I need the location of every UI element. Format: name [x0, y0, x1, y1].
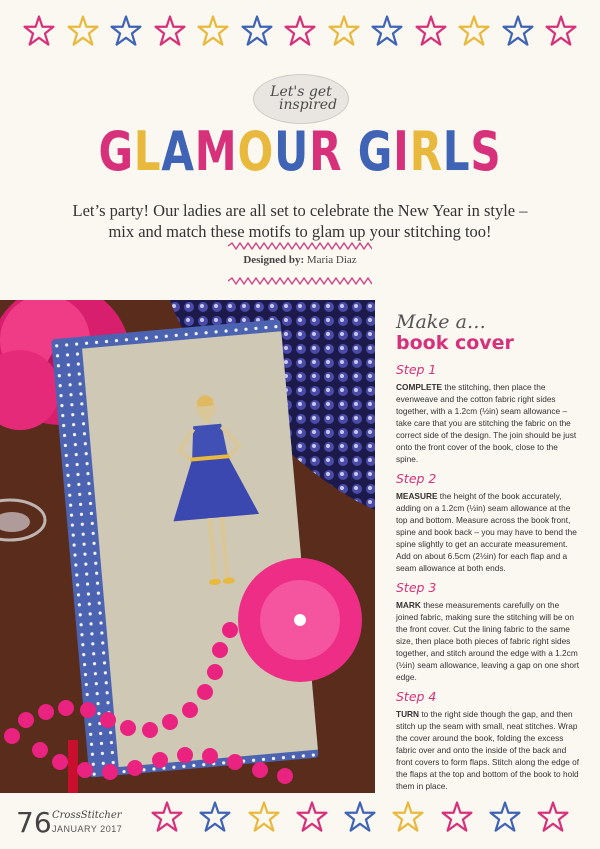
star-icon [240, 14, 274, 48]
step-4 [396, 689, 581, 792]
bottom-star-border [150, 800, 600, 834]
star-icon [198, 800, 232, 834]
step-text: MARK these measurements carefully on the joined fabric, making sure the stitching will be on the front cover. Cut the lining fabric to the same size, then place both pieces of fabric right sides together, and stitch around the edge with a 1.2cm (½in) seam allowance, leaving a gap on one short edge. [396, 600, 580, 682]
star-icon [343, 800, 377, 834]
star-icon [391, 800, 425, 834]
title-letter: M [194, 120, 238, 183]
step-heading: Step 3 [396, 580, 437, 595]
star-icon [536, 800, 570, 834]
magazine-name: CrossStitcher [52, 810, 122, 821]
book-cover-photo [0, 300, 375, 793]
title-letter: O [237, 120, 275, 183]
star-icon [196, 14, 230, 48]
make-a-heading: Make a… [396, 311, 486, 333]
step-heading: Step 2 [396, 471, 437, 486]
star-icon [501, 14, 535, 48]
title-letter: L [442, 120, 471, 183]
title-letter: I [393, 120, 410, 183]
star-icon [488, 800, 522, 834]
instructions-sidebar [396, 312, 581, 792]
divider-zigzag [228, 242, 372, 250]
star-icon [66, 14, 100, 48]
badge-line-2: inspired [278, 97, 338, 113]
badge-line-1: Let's get [270, 84, 332, 100]
title-letter: R [409, 120, 443, 183]
step-text: MEASURE the height of the book accurately, adding on a 1.2cm (½in) seam allowance at the top and bottom. Measure across the book front, spine and book back – you may have to bend the spine slightly to get an accurate measurement. Add on about 6.5cm (2½in) for each flap and a seam allowance at both ends. [396, 491, 577, 573]
lets-get-inspired-badge [253, 74, 349, 124]
star-icon [544, 14, 578, 48]
star-icon [457, 14, 491, 48]
step-3 [396, 580, 581, 683]
star-icon [414, 14, 448, 48]
star-icon [153, 14, 187, 48]
title-letter: R [309, 120, 343, 183]
star-icon [150, 800, 184, 834]
star-icon [283, 14, 317, 48]
title-letter: L [133, 120, 162, 183]
designer-name: Maria Diaz [306, 254, 357, 266]
project-heading: book cover [396, 332, 514, 354]
top-star-border [0, 14, 600, 48]
step-heading: Step 1 [396, 362, 437, 377]
page-number: 76 [16, 806, 52, 839]
star-icon [247, 800, 281, 834]
title-letter: A [161, 120, 195, 183]
step-1 [396, 362, 581, 465]
star-icon [295, 800, 329, 834]
step-text: TURN to the right side though the gap, and then stitch up the seam with small, neat stitches. Wrap the cover around the book, folding the excess fabric over and onto the inside of the back and front covers to form flaps. Stitch along the edge of the flaps at the top and bottom of the book to hold them in place. [396, 709, 580, 791]
title-letter: U [274, 120, 310, 183]
designer-credit [0, 254, 600, 266]
divider-zigzag [228, 277, 372, 285]
star-icon [440, 800, 474, 834]
intro-paragraph: Let’s party! Our ladies are all set to celebrate the New Year in style – mix and match these motifs to glam up your stitching too! [72, 201, 528, 241]
step-2 [396, 471, 581, 574]
step-heading: Step 4 [396, 689, 437, 704]
designer-label: Designed by: [243, 254, 305, 266]
title-letter: S [470, 120, 502, 183]
issue-date: JANUARY 2017 [52, 824, 123, 834]
star-icon [370, 14, 404, 48]
title-letter: G [98, 120, 134, 183]
step-text: COMPLETE the stitching, then place the evenweave and the cotton fabric right sides together, with a 1.2cm (½in) seam allowance – take care that you are stitching the fabric on the correct side of the design. The join should be just onto the front cover of the book, close to the spine. [396, 382, 577, 464]
star-icon [22, 14, 56, 48]
title-letter [342, 120, 357, 183]
page-title [66, 120, 534, 183]
star-icon [109, 14, 143, 48]
star-icon [327, 14, 361, 48]
title-letter: G [357, 120, 394, 183]
